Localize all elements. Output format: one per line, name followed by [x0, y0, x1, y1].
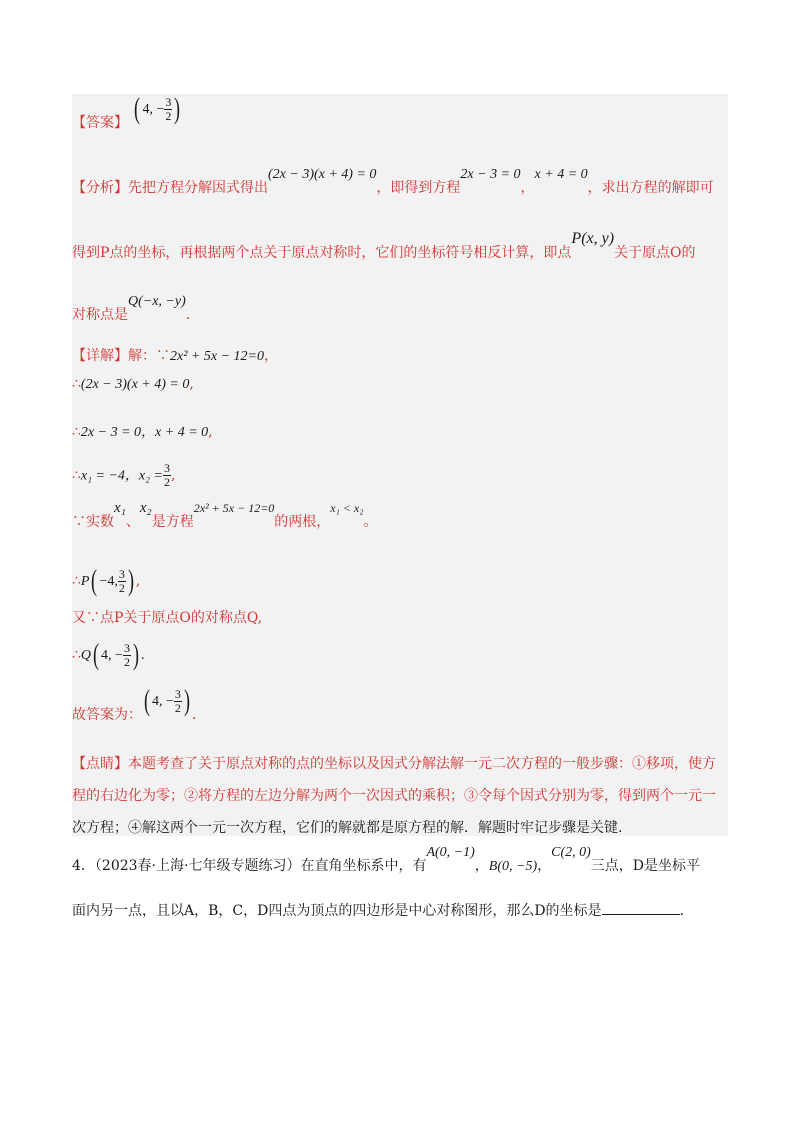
step7-fraction: $\frac{3}{2}$	[123, 640, 130, 669]
final-fraction: $\frac{3}{2}$	[174, 686, 181, 715]
detail-line-0: 【详解】解：∵2x² + 5x − 12=0，	[72, 348, 278, 364]
detail-line-1: ∴(2x − 3)(x + 4) = 0,	[72, 376, 194, 392]
point-a: A(0, −1)	[426, 845, 475, 860]
analysis-line-2: 得到P点的坐标，再根据两个点关于原点对称时，它们的坐标符号相反计算，即点P(x, y)关于原点O的	[72, 230, 696, 261]
analysis-math-5: Q(−x, −y)	[128, 294, 186, 309]
analysis-math-2: 2x − 3 = 0	[460, 167, 521, 182]
comment-line-1: 【点睛】本题考查了关于原点对称的点的坐标以及因式分解法解一元二次方程的一般步骤：①移项，使方	[72, 756, 716, 772]
question4-line-2: 面内另一点，且以A，B，C，D四点为顶点的四边形是中心对称图形，那么D的坐标是 ．	[72, 900, 694, 921]
step3-fraction: $\frac{3}{2}$	[163, 461, 170, 489]
analysis-label: 【分析】	[72, 180, 128, 196]
detail-line-2: ∴2x − 3 = 0，x + 4 = 0,	[72, 424, 213, 440]
answer-blank[interactable]	[602, 900, 680, 915]
analysis-line-1: 【分析】先把方程分解因式得出(2x − 3)(x + 4) = 0，即得到方程2x − 3 = 0，x + 4 = 0，求出方程的解即可	[72, 167, 714, 196]
detail-line-6: 又∵点P关于原点O的对称点Q,	[72, 610, 263, 626]
comment-line-2: 程的右边化为零；②将方程的左边分解为两个一次因式的乘积；③令每个因式分别为零，得到两个一元一	[72, 788, 716, 804]
point-c: C(2, 0)	[551, 845, 591, 860]
detail-label: 【详解】	[72, 348, 128, 364]
analysis-math-3: x + 4 = 0	[534, 167, 588, 182]
detail-line-5: ∴P( −4, $\frac{3}{2}$ ) ,	[72, 564, 141, 597]
detail-line-7: ∴Q( 4, − $\frac{3}{2}$ ) .	[72, 638, 145, 671]
detail-line-3: ∴x₁ = −4，x₂ = $\frac{3}{2}$ ,	[72, 461, 176, 489]
point-b: B(0, −5)	[488, 859, 538, 874]
question-number: 4．	[72, 858, 95, 874]
answer-value: ( 4, − $\frac{3}{2}$ )	[134, 92, 181, 125]
answer-fraction: $\frac{3}{2}$	[165, 94, 172, 123]
step5-fraction: $\frac{3}{2}$	[118, 566, 125, 595]
analysis-math-4: P(x, y)	[571, 230, 615, 247]
comment-line-3: 次方程；④解这两个一元一次方程，它们的解就都是原方程的解．解题时牢记步骤是关键.	[72, 820, 623, 836]
comment-label: 【点睛】	[72, 756, 128, 772]
detail-line-4: ∵实数x₁、x₂是方程2x² + 5x − 12=0的两根，x₁ < x₂。	[72, 500, 378, 530]
analysis-line-3: 对称点是Q(−x, −y).	[72, 294, 191, 323]
question4-line-1: 4．（2023春·上海·七年级专题练习）在直角坐标系中，有A(0, −1)，B(0, −5)，C(2, 0)三点，D是坐标平	[72, 845, 701, 874]
answer-line	[72, 92, 182, 138]
answer-label: 【答案】	[72, 115, 128, 131]
detail-final-line: 故答案为：( 4, − $\frac{3}{2}$ ) .	[72, 684, 197, 723]
analysis-math-1: (2x − 3)(x + 4) = 0	[268, 167, 377, 182]
